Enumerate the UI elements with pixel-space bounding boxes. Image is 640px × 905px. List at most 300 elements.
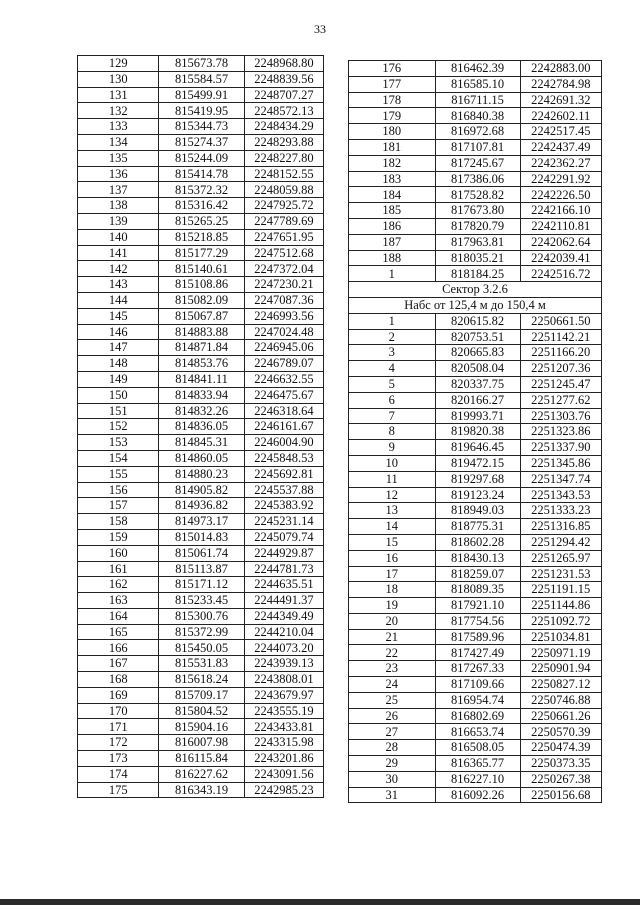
x-coordinate: 815344.73 [159, 119, 244, 135]
table-row [349, 487, 602, 503]
y-coordinate: 2251166.20 [520, 345, 601, 361]
table-row [349, 724, 602, 740]
x-coordinate: 819123.24 [435, 487, 520, 503]
y-coordinate: 2248707.27 [244, 87, 323, 103]
point-number: 159 [78, 529, 159, 545]
x-coordinate: 814880.23 [159, 466, 244, 482]
x-coordinate: 820753.51 [435, 329, 520, 345]
y-coordinate: 2247087.36 [244, 292, 323, 308]
x-coordinate: 818775.31 [435, 519, 520, 535]
y-coordinate: 2251142.21 [520, 329, 601, 345]
table-row [349, 392, 602, 408]
x-coordinate: 815618.24 [159, 672, 244, 688]
point-number: 177 [349, 76, 436, 92]
x-coordinate: 815316.42 [159, 198, 244, 214]
y-coordinate: 2250156.68 [520, 787, 601, 803]
x-coordinate: 816462.39 [435, 61, 520, 77]
y-coordinate: 2245231.14 [244, 514, 323, 530]
y-coordinate: 2246475.67 [244, 387, 323, 403]
y-coordinate: 2246993.56 [244, 308, 323, 324]
point-number: 6 [349, 392, 436, 408]
x-coordinate: 815499.91 [159, 87, 244, 103]
y-coordinate: 2243315.98 [244, 735, 323, 751]
x-coordinate: 820508.04 [435, 361, 520, 377]
y-coordinate: 2247925.72 [244, 198, 323, 214]
y-coordinate: 2248968.80 [244, 56, 323, 72]
table-row [349, 139, 602, 155]
table-row [78, 134, 324, 150]
x-coordinate: 815177.29 [159, 245, 244, 261]
x-coordinate: 815300.76 [159, 608, 244, 624]
point-number: 174 [78, 766, 159, 782]
x-coordinate: 814836.05 [159, 419, 244, 435]
y-coordinate: 2248227.80 [244, 150, 323, 166]
table-row [78, 719, 324, 735]
y-coordinate: 2244210.04 [244, 624, 323, 640]
x-coordinate: 816092.26 [435, 787, 520, 803]
x-coordinate: 815531.83 [159, 656, 244, 672]
table-row [78, 340, 324, 356]
y-coordinate: 2251034.81 [520, 629, 601, 645]
x-coordinate: 815450.05 [159, 640, 244, 656]
y-coordinate: 2243091.56 [244, 766, 323, 782]
y-coordinate: 2246632.55 [244, 371, 323, 387]
y-coordinate: 2248293.88 [244, 134, 323, 150]
x-coordinate: 814936.82 [159, 498, 244, 514]
point-number: 161 [78, 561, 159, 577]
x-coordinate: 820337.75 [435, 376, 520, 392]
table-row [78, 608, 324, 624]
table-row [78, 498, 324, 514]
point-number: 2 [349, 329, 436, 345]
y-coordinate: 2242437.49 [520, 139, 601, 155]
point-number: 11 [349, 471, 436, 487]
y-coordinate: 2242039.41 [520, 250, 601, 266]
y-coordinate: 2251231.53 [520, 566, 601, 582]
y-coordinate: 2244635.51 [244, 577, 323, 593]
x-coordinate: 815419.95 [159, 103, 244, 119]
point-number: 150 [78, 387, 159, 403]
table-row [78, 371, 324, 387]
point-number: 28 [349, 740, 436, 756]
scan-bottom-edge [0, 899, 640, 905]
table-row [349, 534, 602, 550]
point-number: 182 [349, 155, 436, 171]
y-coordinate: 2251294.42 [520, 534, 601, 550]
y-coordinate: 2248434.29 [244, 119, 323, 135]
point-number: 27 [349, 724, 436, 740]
x-coordinate: 815082.09 [159, 292, 244, 308]
y-coordinate: 2251144.86 [520, 598, 601, 614]
y-coordinate: 2251345.86 [520, 455, 601, 471]
x-coordinate: 818089.35 [435, 582, 520, 598]
x-coordinate: 816954.74 [435, 692, 520, 708]
table-row [349, 677, 602, 693]
y-coordinate: 2250901.94 [520, 661, 601, 677]
table-row [78, 545, 324, 561]
x-coordinate: 815804.52 [159, 703, 244, 719]
point-number: 185 [349, 203, 436, 219]
x-coordinate: 818259.07 [435, 566, 520, 582]
y-coordinate: 2251277.62 [520, 392, 601, 408]
y-coordinate: 2242062.64 [520, 234, 601, 250]
table-row [78, 450, 324, 466]
point-number: 186 [349, 218, 436, 234]
x-coordinate: 815265.25 [159, 213, 244, 229]
point-number: 4 [349, 361, 436, 377]
point-number: 18 [349, 582, 436, 598]
table-row [349, 471, 602, 487]
x-coordinate: 820665.83 [435, 345, 520, 361]
x-coordinate: 820166.27 [435, 392, 520, 408]
y-coordinate: 2251092.72 [520, 613, 601, 629]
point-number: 142 [78, 261, 159, 277]
table-row [78, 577, 324, 593]
point-number: 133 [78, 119, 159, 135]
x-coordinate: 818035.21 [435, 250, 520, 266]
table-row [349, 598, 602, 614]
x-coordinate: 818184.25 [435, 266, 520, 282]
point-number: 183 [349, 171, 436, 187]
table-row [78, 71, 324, 87]
table-row [349, 171, 602, 187]
x-coordinate: 817963.81 [435, 234, 520, 250]
x-coordinate: 816343.19 [159, 782, 244, 798]
x-coordinate: 815171.12 [159, 577, 244, 593]
y-coordinate: 2244781.73 [244, 561, 323, 577]
table-row [349, 61, 602, 77]
y-coordinate: 2242883.00 [520, 61, 601, 77]
point-number: 178 [349, 92, 436, 108]
coordinates-table-left [77, 55, 324, 798]
point-number: 175 [78, 782, 159, 798]
table-row [349, 582, 602, 598]
table-row [78, 624, 324, 640]
table-row [78, 150, 324, 166]
y-coordinate: 2251333.23 [520, 503, 601, 519]
x-coordinate: 815140.61 [159, 261, 244, 277]
y-coordinate: 2251265.97 [520, 550, 601, 566]
point-number: 25 [349, 692, 436, 708]
table-row [349, 408, 602, 424]
table-row [78, 308, 324, 324]
y-coordinate: 2243555.19 [244, 703, 323, 719]
point-number: 132 [78, 103, 159, 119]
table-row [78, 419, 324, 435]
table-row [78, 751, 324, 767]
table-row [349, 203, 602, 219]
y-coordinate: 2250474.39 [520, 740, 601, 756]
page-number: 33 [314, 22, 326, 36]
y-coordinate: 2242362.27 [520, 155, 601, 171]
x-coordinate: 815244.09 [159, 150, 244, 166]
x-coordinate: 817245.67 [435, 155, 520, 171]
point-number: 19 [349, 598, 436, 614]
x-coordinate: 814853.76 [159, 356, 244, 372]
point-number: 23 [349, 661, 436, 677]
x-coordinate: 815372.99 [159, 624, 244, 640]
y-coordinate: 2246004.90 [244, 435, 323, 451]
point-number: 139 [78, 213, 159, 229]
x-coordinate: 819472.15 [435, 455, 520, 471]
y-coordinate: 2245383.92 [244, 498, 323, 514]
table-row [78, 277, 324, 293]
table-row [349, 455, 602, 471]
point-number: 156 [78, 482, 159, 498]
point-number: 165 [78, 624, 159, 640]
table-row [349, 692, 602, 708]
point-number: 144 [78, 292, 159, 308]
y-coordinate: 2248152.55 [244, 166, 323, 182]
y-coordinate: 2251337.90 [520, 440, 601, 456]
x-coordinate: 819820.38 [435, 424, 520, 440]
x-coordinate: 814833.94 [159, 387, 244, 403]
point-number: 179 [349, 108, 436, 124]
table-row [349, 519, 602, 535]
point-number: 146 [78, 324, 159, 340]
table-row [78, 766, 324, 782]
table-row [78, 482, 324, 498]
point-number: 20 [349, 613, 436, 629]
y-coordinate: 2245848.53 [244, 450, 323, 466]
table-row [78, 640, 324, 656]
point-number: 30 [349, 771, 436, 787]
point-number: 5 [349, 376, 436, 392]
table-row [349, 629, 602, 645]
table-row [78, 119, 324, 135]
x-coordinate: 817267.33 [435, 661, 520, 677]
point-number: 168 [78, 672, 159, 688]
x-coordinate: 815218.85 [159, 229, 244, 245]
y-coordinate: 2250373.35 [520, 756, 601, 772]
x-coordinate: 816115.84 [159, 751, 244, 767]
x-coordinate: 815414.78 [159, 166, 244, 182]
y-coordinate: 2251323.86 [520, 424, 601, 440]
point-number: 137 [78, 182, 159, 198]
y-coordinate: 2242166.10 [520, 203, 601, 219]
point-number: 164 [78, 608, 159, 624]
table-row [78, 292, 324, 308]
point-number: 13 [349, 503, 436, 519]
table-row [349, 756, 602, 772]
y-coordinate: 2251316.85 [520, 519, 601, 535]
y-coordinate: 2251347.74 [520, 471, 601, 487]
point-number: 1 [349, 313, 436, 329]
x-coordinate: 817528.82 [435, 187, 520, 203]
y-coordinate: 2242784.98 [520, 76, 601, 92]
x-coordinate: 820615.82 [435, 313, 520, 329]
y-coordinate: 2244929.87 [244, 545, 323, 561]
point-number: 10 [349, 455, 436, 471]
table-row [349, 266, 602, 282]
x-coordinate: 817107.81 [435, 139, 520, 155]
table-row [349, 645, 602, 661]
point-number: 154 [78, 450, 159, 466]
point-number: 130 [78, 71, 159, 87]
table-row [78, 87, 324, 103]
x-coordinate: 816840.38 [435, 108, 520, 124]
x-coordinate: 818602.28 [435, 534, 520, 550]
section-title: Сектор 3.2.6 [349, 282, 602, 298]
table-row [78, 435, 324, 451]
table-row [349, 187, 602, 203]
point-number: 26 [349, 708, 436, 724]
point-number: 31 [349, 787, 436, 803]
x-coordinate: 815904.16 [159, 719, 244, 735]
point-number: 171 [78, 719, 159, 735]
x-coordinate: 814860.05 [159, 450, 244, 466]
table-row [78, 593, 324, 609]
y-coordinate: 2247372.04 [244, 261, 323, 277]
x-coordinate: 816227.62 [159, 766, 244, 782]
x-coordinate: 814905.82 [159, 482, 244, 498]
y-coordinate: 2250661.26 [520, 708, 601, 724]
y-coordinate: 2247230.21 [244, 277, 323, 293]
x-coordinate: 816007.98 [159, 735, 244, 751]
point-number: 181 [349, 139, 436, 155]
point-number: 152 [78, 419, 159, 435]
x-coordinate: 815584.57 [159, 71, 244, 87]
x-coordinate: 814883.88 [159, 324, 244, 340]
y-coordinate: 2246945.06 [244, 340, 323, 356]
table-row [78, 561, 324, 577]
table-row [349, 440, 602, 456]
y-coordinate: 2244349.49 [244, 608, 323, 624]
section-row [349, 297, 602, 313]
point-number: 16 [349, 550, 436, 566]
table-row [349, 124, 602, 140]
table-row [78, 672, 324, 688]
x-coordinate: 815673.78 [159, 56, 244, 72]
x-coordinate: 815709.17 [159, 687, 244, 703]
y-coordinate: 2251245.47 [520, 376, 601, 392]
point-number: 134 [78, 134, 159, 150]
point-number: 147 [78, 340, 159, 356]
point-number: 14 [349, 519, 436, 535]
section-row [349, 282, 602, 298]
point-number: 158 [78, 514, 159, 530]
table-row [78, 324, 324, 340]
section-subtitle: Набс от 125,4 м до 150,4 м [349, 297, 602, 313]
y-coordinate: 2247512.68 [244, 245, 323, 261]
x-coordinate: 817427.49 [435, 645, 520, 661]
point-number: 157 [78, 498, 159, 514]
point-number: 166 [78, 640, 159, 656]
y-coordinate: 2243201.86 [244, 751, 323, 767]
y-coordinate: 2244491.37 [244, 593, 323, 609]
table-row [78, 213, 324, 229]
table-row [349, 424, 602, 440]
x-coordinate: 817109.66 [435, 677, 520, 693]
point-number: 12 [349, 487, 436, 503]
x-coordinate: 817754.56 [435, 613, 520, 629]
point-number: 163 [78, 593, 159, 609]
table-row [78, 261, 324, 277]
table-row [78, 198, 324, 214]
y-coordinate: 2242291.92 [520, 171, 601, 187]
point-number: 17 [349, 566, 436, 582]
x-coordinate: 815113.87 [159, 561, 244, 577]
x-coordinate: 814871.84 [159, 340, 244, 356]
y-coordinate: 2250661.50 [520, 313, 601, 329]
y-coordinate: 2244073.20 [244, 640, 323, 656]
y-coordinate: 2243433.81 [244, 719, 323, 735]
y-coordinate: 2246161.67 [244, 419, 323, 435]
point-number: 184 [349, 187, 436, 203]
point-number: 155 [78, 466, 159, 482]
table-row [78, 182, 324, 198]
table-row [349, 566, 602, 582]
point-number: 136 [78, 166, 159, 182]
x-coordinate: 814841.11 [159, 371, 244, 387]
y-coordinate: 2242226.50 [520, 187, 601, 203]
table-row [78, 466, 324, 482]
table-row [78, 356, 324, 372]
y-coordinate: 2242110.81 [520, 218, 601, 234]
point-number: 151 [78, 403, 159, 419]
point-number: 170 [78, 703, 159, 719]
y-coordinate: 2248059.88 [244, 182, 323, 198]
table-row [349, 787, 602, 803]
point-number: 135 [78, 150, 159, 166]
point-number: 7 [349, 408, 436, 424]
x-coordinate: 814832.26 [159, 403, 244, 419]
table-row [349, 108, 602, 124]
x-coordinate: 815067.87 [159, 308, 244, 324]
x-coordinate: 817673.80 [435, 203, 520, 219]
x-coordinate: 816802.69 [435, 708, 520, 724]
x-coordinate: 819993.71 [435, 408, 520, 424]
point-number: 24 [349, 677, 436, 693]
y-coordinate: 2242602.11 [520, 108, 601, 124]
point-number: 140 [78, 229, 159, 245]
table-row [78, 782, 324, 798]
x-coordinate: 819646.45 [435, 440, 520, 456]
table-row [349, 345, 602, 361]
point-number: 153 [78, 435, 159, 451]
x-coordinate: 815372.32 [159, 182, 244, 198]
table-row [78, 103, 324, 119]
y-coordinate: 2251303.76 [520, 408, 601, 424]
y-coordinate: 2251191.15 [520, 582, 601, 598]
x-coordinate: 816227.10 [435, 771, 520, 787]
y-coordinate: 2245537.88 [244, 482, 323, 498]
table-row [78, 703, 324, 719]
y-coordinate: 2242691.32 [520, 92, 601, 108]
y-coordinate: 2247651.95 [244, 229, 323, 245]
y-coordinate: 2243679.97 [244, 687, 323, 703]
y-coordinate: 2246789.07 [244, 356, 323, 372]
table-row [349, 661, 602, 677]
x-coordinate: 816508.05 [435, 740, 520, 756]
y-coordinate: 2250971.19 [520, 645, 601, 661]
point-number: 22 [349, 645, 436, 661]
table-row [349, 76, 602, 92]
point-number: 1 [349, 266, 436, 282]
y-coordinate: 2247024.48 [244, 324, 323, 340]
table-row [349, 234, 602, 250]
point-number: 138 [78, 198, 159, 214]
y-coordinate: 2250570.39 [520, 724, 601, 740]
x-coordinate: 815233.45 [159, 593, 244, 609]
x-coordinate: 815274.37 [159, 134, 244, 150]
table-row [349, 329, 602, 345]
point-number: 180 [349, 124, 436, 140]
table-row [78, 735, 324, 751]
table-row [349, 740, 602, 756]
point-number: 176 [349, 61, 436, 77]
y-coordinate: 2243808.01 [244, 672, 323, 688]
